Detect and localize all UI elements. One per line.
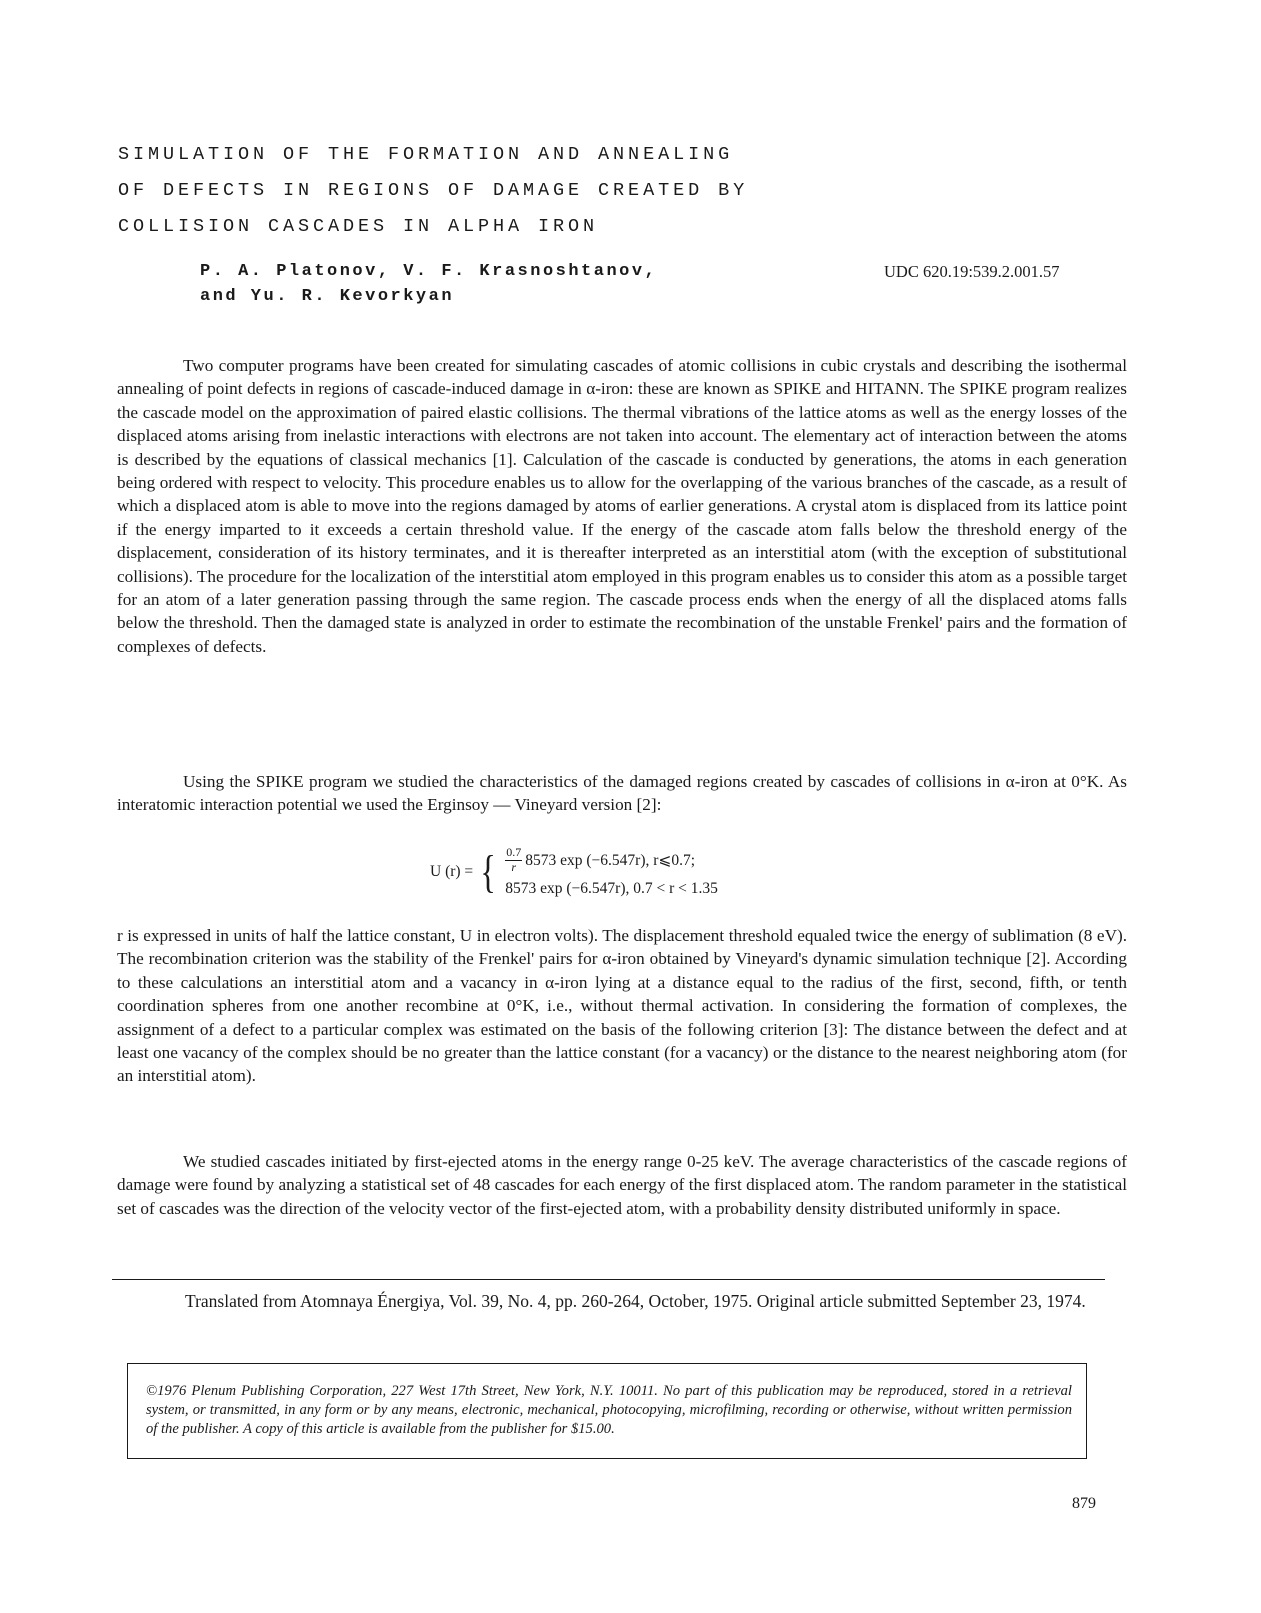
authors-line-2: and Yu. R. Kevorkyan xyxy=(200,287,455,306)
copyright-text: ©1976 Plenum Publishing Corporation, 227 West 17th Street, New York, N.Y. 10011. No part of this publication may be reproduced, stored in a retrieval system, or transmitted, in any form or by any means, electronic, mechanical, photocopying, microfilming, recording or otherwise, without written permission of the publisher. A copy of this article is available from the publisher for $15.00. xyxy=(146,1383,1072,1437)
page-number: 879 xyxy=(1072,1495,1096,1512)
author-list xyxy=(200,259,657,309)
paragraph-text: r is expressed in units of half the lattice constant, U in electron volts). The displacement threshold equaled twice the energy of sublimation (8 eV). The recombination criterion was the stability of the Frenkel' pairs for α-iron obtained by Vineyard's dynamic simulation technique [2]. According to these calculations an interstitial atom and a vacancy in α-iron lying at a distance equal to the radius of the first, second, fifth, or tenth coordination spheres from one another recombine at 0°K, i.e., without thermal activation. In considering the formation of complexes, the assignment of a defect to a particular complex was estimated on the basis of the following criterion [3]: The distance between the defect and at least one vacancy of the complex should be no greater than the lattice constant (for a vacancy) or the distance to the nearest neighboring atom (for an interstitial atom). xyxy=(117,926,1127,1086)
paragraph-text: Using the SPIKE program we studied the characteristics of the damaged regions created by cascades of collisions in α-iron at 0°K. As interatomic interaction potential we used the Erginsoy — Vineyard version [2]: xyxy=(117,772,1127,815)
formula-fraction xyxy=(505,846,522,873)
body-paragraph-2 xyxy=(117,770,1127,817)
formula-case-2-text: 8573 exp (−6.547r), 0.7 < r < 1.35 xyxy=(505,879,718,897)
body-paragraph-3 xyxy=(117,924,1127,1088)
title-line-3: COLLISION CASCADES IN ALPHA IRON xyxy=(118,216,599,237)
fraction-denominator: r xyxy=(511,859,517,874)
paragraph-text: Two computer programs have been created for simulating cascades of atomic collisions in cubic crystals and describing the isothermal annealing of point defects in regions of cascade-induced damage in α-iron: these are known as SPIKE and HITANN. The SPIKE program realizes the cascade model on the approximation of paired elastic collisions. The thermal vibrations of the lattice atoms as well as the energy losses of the displaced atoms arising from inelastic interactions with electrons are not taken into account. The elementary act of interaction between the atoms is described by the equations of classical mechanics [1]. Calculation of the cascade is conducted by generations, the atoms in each generation being ordered with respect to velocity. This procedure enables us to allow for the overlapping of the various branches of the cascade, as a result of which a displaced atom is able to move into the regions damaged by atoms of earlier generations. A crystal atom is displaced from its lattice point if the energy imparted to it exceeds a certain threshold value. If the energy of the cascade atom falls below the threshold energy of the displacement, consideration of its history terminates, and it is thereafter interpreted as an interstitial atom (with the exception of substitutional collisions). The procedure for the localization of the interstitial atom employed in this program enables us to consider this atom as a possible target for an atom of a later generation passing through the same region. The cascade process ends when the energy of all the displaced atoms falls below the threshold. Then the damaged state is analyzed in order to estimate the recombination of the unstable Frenkel' pairs and the formation of complexes of defects. xyxy=(117,356,1127,656)
footnote-divider xyxy=(112,1279,1105,1280)
formula-lhs: U (r) = xyxy=(430,863,474,880)
title-line-1: SIMULATION OF THE FORMATION AND ANNEALING xyxy=(118,144,734,165)
body-paragraph-4 xyxy=(117,1150,1127,1220)
translation-note-text: Translated from Atomnaya Énergiya, Vol. 39, No. 4, pp. 260-264, October, 1975. Original article submitted September 23, 1974. xyxy=(185,1291,1086,1311)
title-line-2: OF DEFECTS IN REGIONS OF DAMAGE CREATED BY xyxy=(118,180,749,201)
translation-note xyxy=(117,1290,1127,1313)
body-paragraph-1 xyxy=(117,354,1127,658)
copyright-box xyxy=(127,1363,1087,1459)
formula-case-1 xyxy=(505,846,718,873)
potential-formula xyxy=(430,842,718,902)
paragraph-text: We studied cascades initiated by first-ejected atoms in the energy range 0-25 keV. The average characteristics of the cascade regions of damage were found by analyzing a statistical set of 48 cascades for each energy of the first displaced atom. The random parameter in the statistical set of cascades was the direction of the velocity vector of the first-ejected atom, with a probability density distributed uniformly in space. xyxy=(117,1152,1127,1218)
udc-code: UDC 620.19:539.2.001.57 xyxy=(884,262,1060,281)
formula-cases xyxy=(505,846,718,897)
fraction-numerator: 0.7 xyxy=(506,845,522,860)
formula-case-2 xyxy=(505,880,718,898)
formula-case-1-text: 8573 exp (−6.547r), r⩽0.7; xyxy=(525,851,696,869)
article-title xyxy=(118,137,878,245)
authors-line-1: P. A. Platonov, V. F. Krasnoshtanov, xyxy=(200,262,658,281)
formula-brace: { xyxy=(480,846,496,897)
